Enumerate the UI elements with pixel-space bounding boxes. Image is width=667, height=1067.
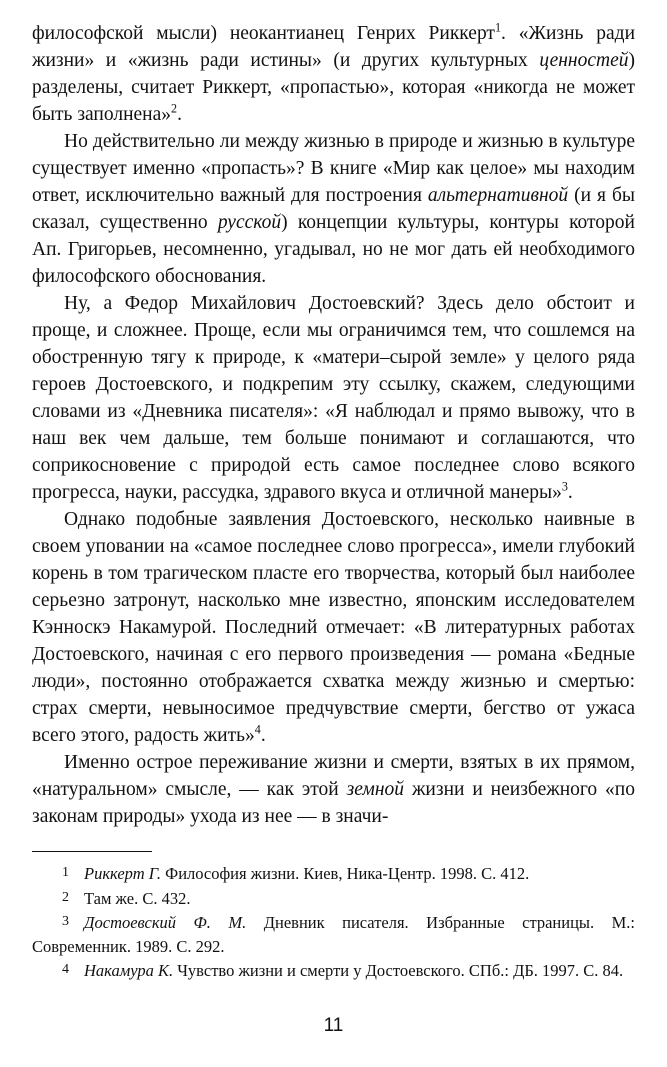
paragraph <box>32 20 635 128</box>
footnote-author: Накамура К. <box>84 961 174 980</box>
text-run: Ну, а Федор Михайлович Достоевский? Здесь дело обстоит и проще, и сложнее. Проще, если мы ограничимся тем, что сошлемся на обостренную тягу к природе, к «матери–сырой земле» у целого ряда героев Достоевского, и подкрепим эту ссылку, скажем, следующими словами из «Дневника писателя»: «Я наблюдал и прямо вывожу, что в наш век чем дальше, тем больше понимают и соглашаются, что соприкосновение с природой есть самое последнее слово всякого прогресса, науки, рассудка, здравого вкуса и отличной манеры» <box>32 293 635 503</box>
footnotes <box>32 861 635 983</box>
footnote-text: Дневник писателя. Избранные страницы. М.: Современник. 1989. С. 292. <box>32 913 635 956</box>
paragraph <box>32 128 635 290</box>
footnote-number: 2 <box>62 889 70 905</box>
text-run: . <box>177 104 182 125</box>
page <box>32 20 635 983</box>
text-run: Однако подобные заявления Достоевского, несколько наивные в своем уповании на «самое последнее слово прогресса», имели глубокий корень в том трагическом пласте его творчества, который был наиболее серьезно затронут, насколько мне известно, японским исследователем Кэнноскэ Накамурой. Последний отмечает: «В литературных работах Достоевского, начиная с его первого произведения — романа «Бедные люди», постоянно отображается схватка между жизнью и смертью: страх смерти, невыносимое предчувствие смерти, бегство от ужаса всего этого, радость жить» <box>32 509 635 746</box>
footnote-text: Там же. С. 432. <box>84 888 191 908</box>
footnote <box>32 886 635 911</box>
page-number: 11 <box>323 1015 344 1036</box>
footnote-ref: 1 <box>494 20 502 35</box>
body-text <box>32 20 635 830</box>
text-run: жизни и неизбежного «по законам природы» ухода из нее — в значи- <box>32 779 635 827</box>
footnote-number: 3 <box>62 914 70 929</box>
emphasis-text: русской <box>217 212 282 233</box>
footnote-ref: 3 <box>561 479 568 494</box>
footnote-author: Риккерт Г. <box>84 864 162 883</box>
emphasis-text: альтернативной <box>427 185 569 206</box>
text-run: ) концепции культуры, контуры которой Ап. Григорьев, несомненно, угадывал, но не мог дать ей необходимого философского обоснования. <box>32 212 635 287</box>
text-run: . «Жизнь ради жизни» и «жизнь ради истины» (и других культурных <box>32 23 636 71</box>
text-run: . <box>567 482 573 503</box>
footnote <box>32 910 635 958</box>
footnote-author: Достоевский Ф. М. <box>84 913 247 932</box>
text-run: . <box>260 725 266 746</box>
paragraph <box>32 506 635 749</box>
text-run: (и я бы сказал, существенно <box>32 185 635 233</box>
text-run: Именно острое переживание жизни и смерти, взятых в их прямом, «натуральном» смысле, — как этой <box>32 752 635 800</box>
footnote-number: 4 <box>62 962 70 977</box>
footnote-number: 1 <box>62 865 70 880</box>
paragraph <box>32 290 635 506</box>
emphasis-text: земной <box>346 779 405 800</box>
text-run: ) разделены, считает Риккерт, «пропастью», которая «никогда не может быть заполнена» <box>32 50 635 125</box>
paragraph <box>32 749 635 830</box>
text-run: Но действительно ли между жизнью в природе и жизнью в культуре существует именно «пропасть»? В книге «Мир как целое» мы находим ответ, исключительно важный для построения <box>32 131 635 206</box>
emphasis-text: ценностей <box>539 50 629 71</box>
footnote <box>32 958 635 983</box>
footnote-ref: 4 <box>254 722 261 737</box>
footnote <box>32 861 635 886</box>
footnote-text: Чувство жизни и смерти у Достоевского. СПб.: ДБ. 1997. С. 84. <box>173 961 624 980</box>
footnote-ref: 2 <box>171 101 178 116</box>
footnote-text: Философия жизни. Киев, Ника-Центр. 1998. С. 412. <box>161 864 530 883</box>
footnote-separator <box>32 851 152 852</box>
text-run: философской мысли) неокантианец Генрих Риккерт <box>32 23 495 44</box>
